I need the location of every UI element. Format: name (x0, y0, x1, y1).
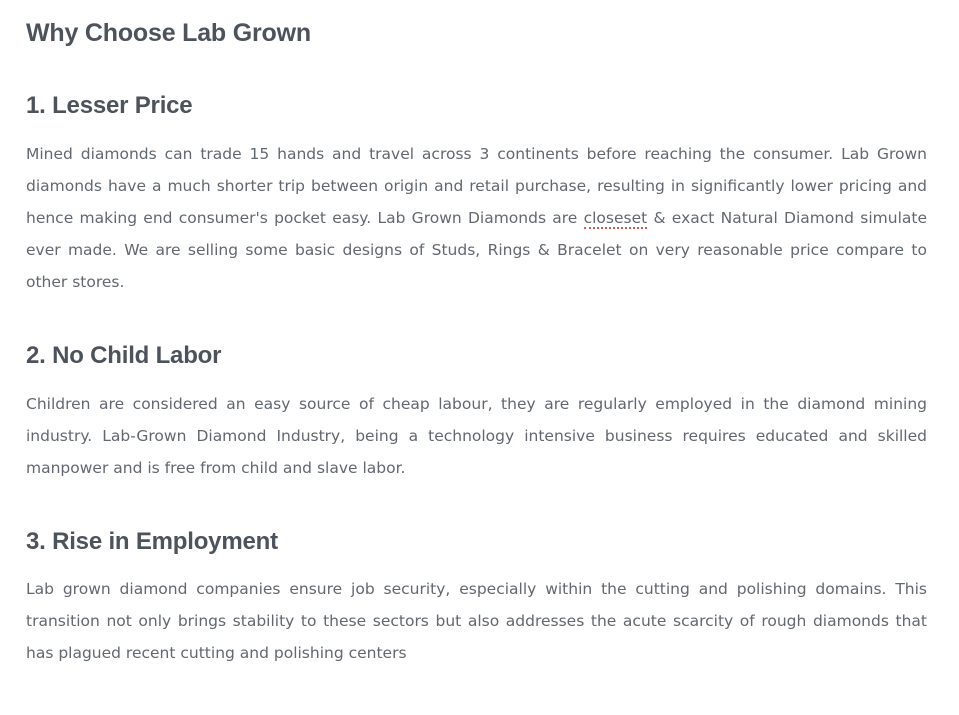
section-heading-no-child-labor: 2. No Child Labor (26, 341, 222, 369)
section-no-child-labor (26, 342, 927, 484)
section-lesser-price (26, 92, 927, 298)
section-rise-in-employment (26, 528, 927, 670)
section-heading-lesser-price: 1. Lesser Price (26, 92, 193, 119)
section-paragraph-lesser-price (26, 138, 927, 298)
section-paragraph-no-child-labor: Children are considered an easy source of cheap labour, they are regularly employed in the diamond mining industry. Lab-Grown Diamond Industry, being a technology intensive business requires educated and skilled manpower and is free from child and slave labor. (26, 394, 927, 477)
section-heading-rise-in-employment: 3. Rise in Employment (26, 527, 278, 555)
paragraph-text-part-2: & exact Natural Diamond simulate ever made. We are selling some basic designs of Studs, Rings & Bracelet on very reasonable price compare to other stores. (26, 208, 927, 291)
section-paragraph-rise-in-employment: Lab grown diamond companies ensure job security, especially within the cutting and polishing domains. This transition not only brings stability to these sectors but also addresses the acute scarcity of rough diamonds that has plagued recent cutting and polishing centers (26, 580, 927, 663)
page-title: Why Choose Lab Grown (26, 19, 311, 47)
spelling-error-word[interactable]: closeset (583, 208, 648, 227)
paragraph-text-part-1: Mined diamonds can trade 15 hands and travel across 3 continents before reaching the consumer. Lab Grown diamonds have a much shorter trip between origin and retail purchase, resulting in significantly lower pricing and hence making end consumer's pocket easy. Lab Grown Diamonds are (26, 144, 927, 227)
